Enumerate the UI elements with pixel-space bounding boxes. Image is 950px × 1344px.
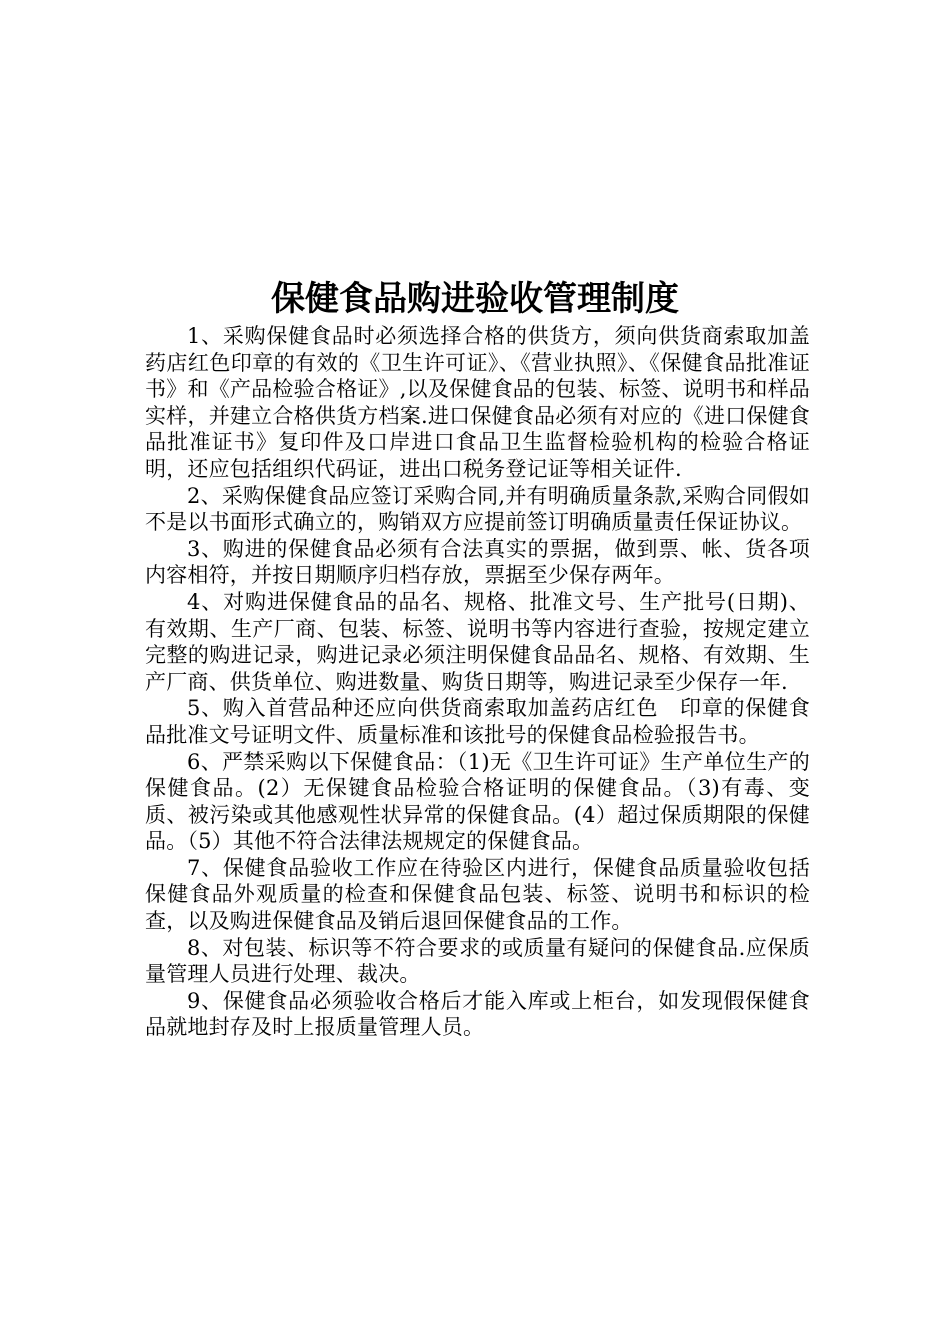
paragraph-2: 2、采购保健食品应签订采购合同,并有明确质量条款,采购合同假如不是以书面形式确立的，购销双方应提前签订明确质量责任保证协议。 xyxy=(145,483,810,535)
document-body xyxy=(145,323,810,1041)
paragraph-8: 8、对包装、标识等不符合要求的或质量有疑问的保健食品.应保质量管理人员进行处理、裁决。 xyxy=(145,935,810,987)
paragraph-4: 4、对购进保健食品的品名、规格、批准文号、生产批号(日期)、有效期、生产厂商、包装、标签、说明书等内容进行查验，按规定建立完整的购进记录，购进记录必须注明保健食品品名、规格、有效期、生产厂商、供货单位、购进数量、购货日期等，购进记录至少保存一年. xyxy=(145,589,810,694)
document-title: 保健食品购进验收管理制度 xyxy=(271,279,679,319)
paragraph-3: 3、购进的保健食品必须有合法真实的票据，做到票、帐、货各项内容相符，并按日期顺序归档存放，票据至少保存两年。 xyxy=(145,536,810,588)
paragraph-1: 1、采购保健食品时必须选择合格的供货方，须向供货商索取加盖药店红色印章的有效的《卫生许可证》、《营业执照》、《保健食品批准证书》和《产品检验合格证》,以及保健食品的包装、标签、说明书和样品实样，并建立合格供货方档案.进口保健食品必须有对应的《进口保健食品批准证书》复印件及口岸进口食品卫生监督检验机构的检验合格证明，还应包括组织代码证，进出口税务登记证等相关证件. xyxy=(145,324,810,481)
paragraph-6: 6、严禁采购以下保健食品：（1)无《卫生许可证》生产单位生产的保健食品。(2）无保键食品检验合格证明的保健食品。（3)有毒、变质、被污染或其他感观性状异常的保健食品。(4）超过保质期限的保健品。（5）其他不符合法律法规规定的保健食品。 xyxy=(145,749,810,854)
paragraph-7: 7、保健食品验收工作应在待验区内进行，保健食品质量验收包括保健食品外观质量的检查和保健食品包装、标签、说明书和标识的检查，以及购进保健食品及销后退回保健食品的工作。 xyxy=(145,855,810,934)
paragraph-9: 9、保健食品必须验收合格后才能入库或上柜台，如发现假保健食品就地封存及时上报质量管理人员。 xyxy=(145,988,810,1040)
paragraph-5: 5、购入首营品种还应向供货商索取加盖药店红色 印章的保健食品批准文号证明文件、质量标准和该批号的保健食品检验报告书。 xyxy=(145,696,810,747)
